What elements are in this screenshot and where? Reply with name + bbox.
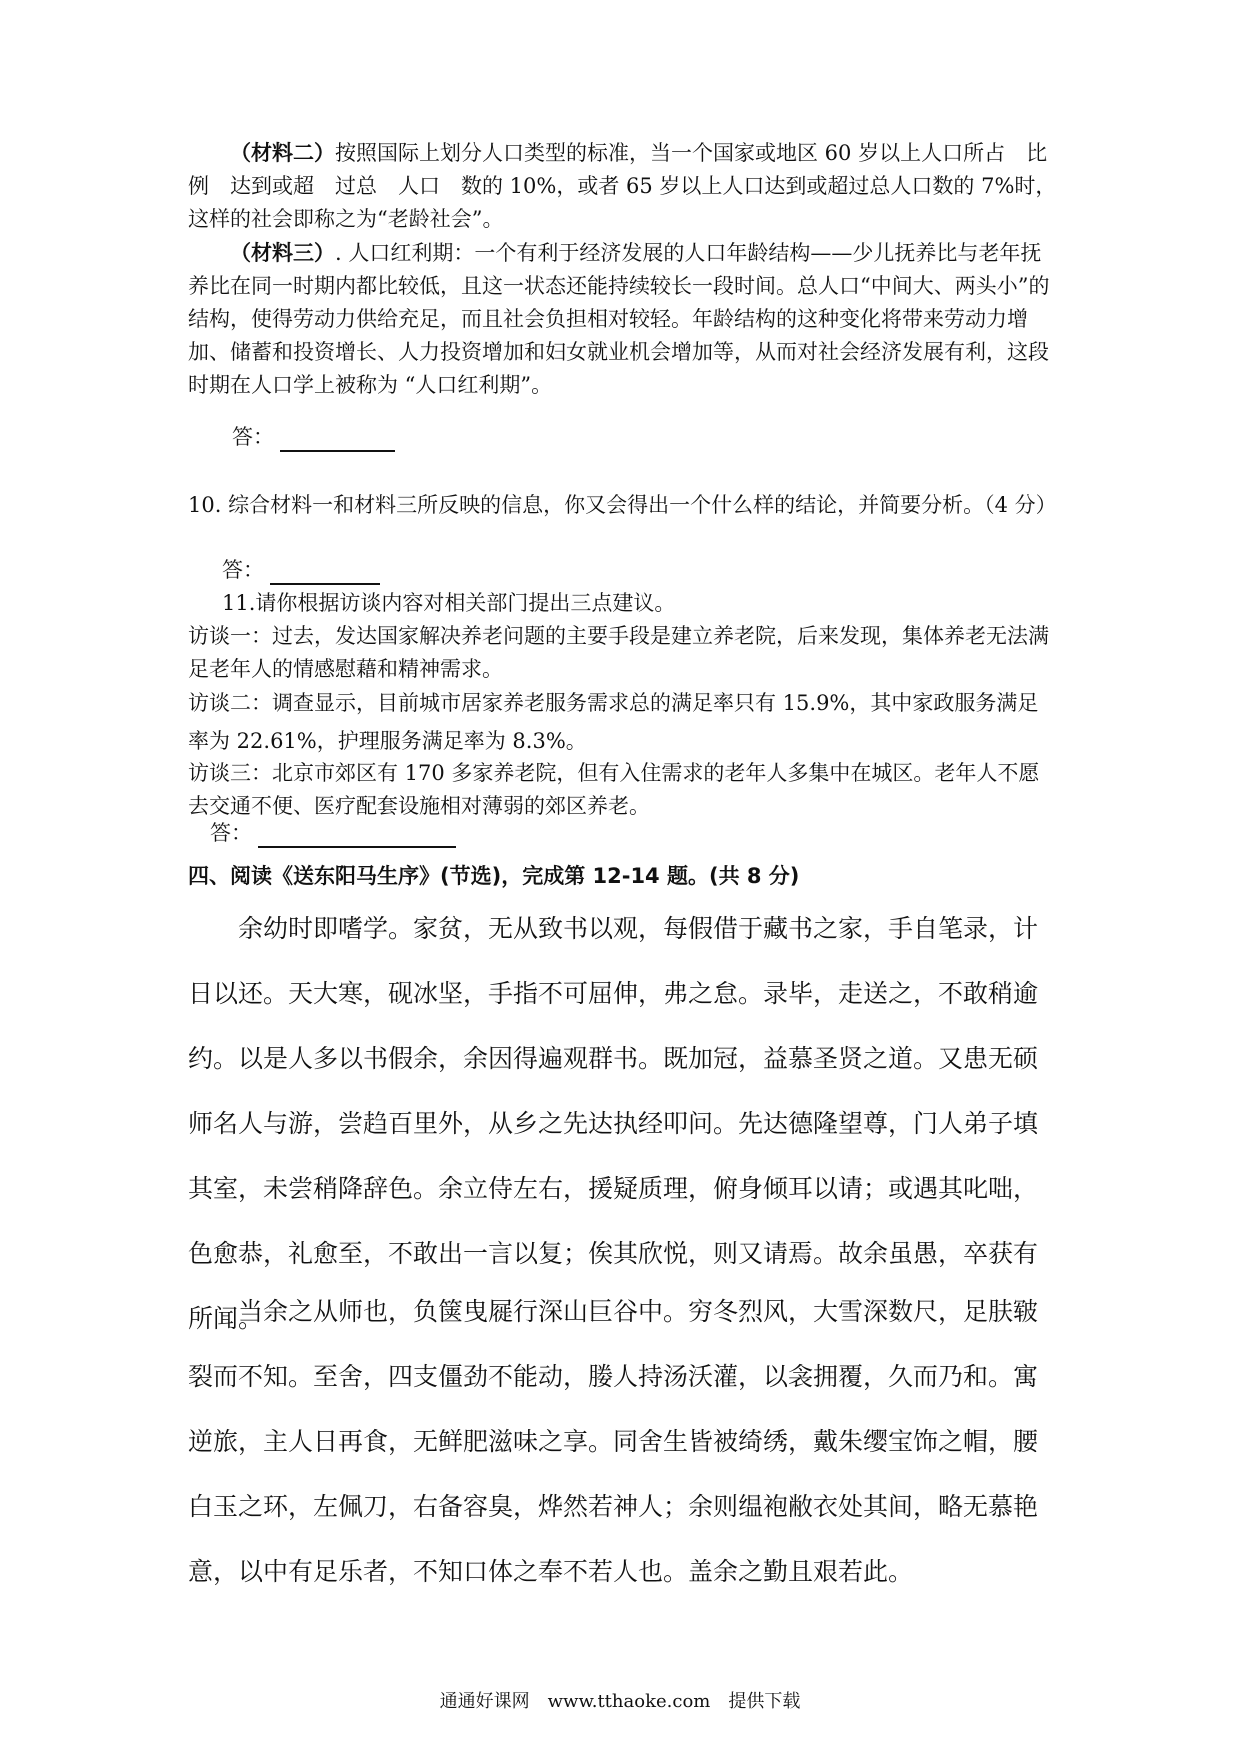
material-3-text: . 人口红利期：一个有利于经济发展的人口年龄结构——少儿抚养比与老年抚养比在同一时期内都比较低，且这一状态还能持续较长一段时间。总人口“中间大、两头小”的结构，使得劳动力供给充足，而且社会负担相对较轻。年龄结构的这种变化将带来劳动力增加、储蓄和投资增长、人力投资增加和妇女就业机会增加等，从而对社会经济发展有利，这段时期在人口学上被称为 “人口红利期”。 [188,241,1050,397]
answer-line-3[interactable] [210,818,456,848]
answer-blank[interactable] [258,824,456,848]
passage-paragraph-1: 余幼时即嗜学。家贫，无从致书以观，每假借于藏书之家，手自笔录，计日以还。天大寒，砚冰坚，手指不可屈伸，弗之怠。录毕，走送之，不敢稍逾约。以是人多以书假余，余因得遍观群书。既加冠，益慕圣贤之道。又患无硕师名人与游，尝趋百里外，从乡之先达执经叩问。先达德隆望尊，门人弟子填其室，未尝稍降辞色。余立侍左右，援疑质理，俯身倾耳以请；或遇其叱咄，色愈恭，礼愈至，不敢出一言以复；俟其欣悦，则又请焉。故余虽愚，卒获有所闻。 [188,914,1039,1333]
answer-line-1[interactable] [232,422,395,452]
material-3-paragraph [188,236,1058,402]
answer-blank[interactable] [280,428,395,452]
material-2-text: 按照国际上划分人口类型的标准，当一个国家或地区 60 岁以上人口所占 比例 达到或超 过总 人口 数的 10%，或者 65 岁以上人口达到或超过总人口数的 7%时，这样的社会即称之为“老龄社会”。 [188,141,1057,231]
passage-paragraph-2: 当余之从师也，负箧曳屣行深山巨谷中。穷冬烈风，大雪深数尺，足肤皲裂而不知。至舍，四支僵劲不能动，媵人持汤沃灌，以衾拥覆，久而乃和。寓逆旅，主人日再食，无鲜肥滋味之享。同舍生皆被绮绣，戴朱缨宝饰之帽，腰白玉之环，左佩刀，右备容臭，烨然若神人；余则缊袍敝衣处其间，略无慕艳意，以中有足乐者，不知口体之奉不若人也。盖余之勤且艰若此。 [188,1297,1039,1586]
material-3-label: （材料三） [230,240,335,265]
answer-blank[interactable] [270,561,380,585]
question-10: 10. 综合材料一和材料三所反映的信息，你又会得出一个什么样的结论，并简要分析。（4 分） [188,493,1057,517]
interview-1: 访谈一：过去，发达国家解决养老问题的主要手段是建立养老院，后来发现，集体养老无法满足老年人的情感慰藉和精神需求。 [188,624,1049,681]
answer-line-2[interactable] [222,555,380,585]
question-11: 11.请你根据访谈内容对相关部门提出三点建议。 [222,591,676,615]
interview-3: 访谈三：北京市郊区有 170 多家养老院，但有入住需求的老年人多集中在城区。老年人不愿去交通不便、医疗配套设施相对薄弱的郊区养老。 [188,761,1040,818]
page-footer: 通通好课网 www.tthaoke.com 提供下载 [439,1691,801,1712]
answer-label: 答： [222,558,264,582]
answer-label: 答： [232,425,274,449]
material-2-label: （材料二） [230,140,335,165]
interview-2: 访谈二：调查显示，目前城市居家养老服务需求总的满足率只有 15.9%，其中家政服务满足率为 22.61%，护理服务满足率为 8.3%。 [188,691,1039,753]
material-2-paragraph [188,136,1058,236]
section-4-title: 四、阅读《送东阳马生序》(节选)，完成第 12-14 题。(共 8 分) [188,864,800,888]
answer-label: 答： [210,821,252,845]
